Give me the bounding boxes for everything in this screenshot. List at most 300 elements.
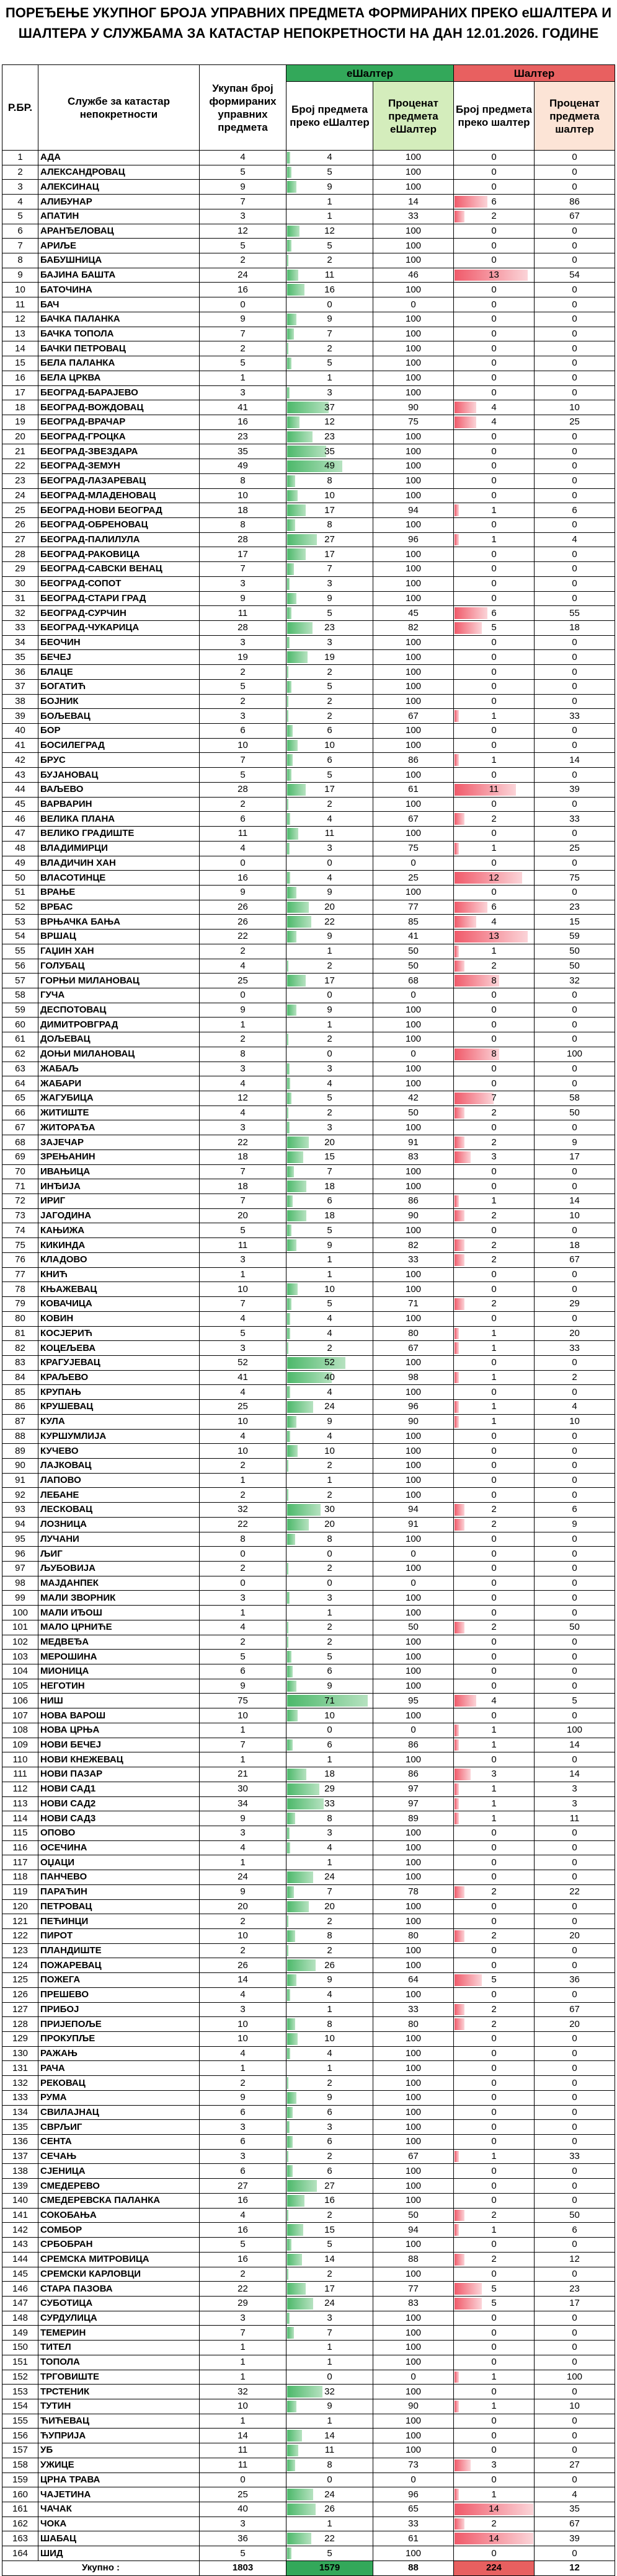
table-row <box>2 429 615 444</box>
s-percent: 0 <box>535 2238 615 2253</box>
row-number: 126 <box>2 1987 38 2002</box>
s-percent: 9 <box>535 1135 615 1150</box>
table-row <box>2 356 615 371</box>
total-count: 1 <box>200 371 286 385</box>
e-count-cell <box>286 1635 373 1650</box>
s-count-cell <box>454 503 535 518</box>
office-name: ЖИТОРАЂА <box>38 1120 200 1135</box>
s-count-value: 0 <box>491 740 497 751</box>
office-name: ЛЕСКОВАЦ <box>38 1503 200 1518</box>
s-percent: 25 <box>535 415 615 429</box>
office-name: КЊАЖЕВАЦ <box>38 1282 200 1297</box>
s-percent: 0 <box>535 2193 615 2208</box>
e-count-cell <box>286 635 373 650</box>
e-percent: 100 <box>373 2546 454 2561</box>
e-count-cell <box>286 1767 373 1782</box>
table-row <box>2 2179 615 2194</box>
s-percent: 0 <box>535 1635 615 1650</box>
e-count-cell <box>286 738 373 753</box>
office-name: ИРИГ <box>38 1194 200 1209</box>
table-row <box>2 517 615 532</box>
row-number: 17 <box>2 385 38 400</box>
s-percent: 4 <box>535 532 615 547</box>
total-count: 41 <box>200 1370 286 1385</box>
row-number: 110 <box>2 1752 38 1767</box>
s-count-cell <box>454 180 535 195</box>
office-name: ДОЊИ МИЛАНОВАЦ <box>38 1047 200 1062</box>
office-name: ПОЖЕГА <box>38 1973 200 1988</box>
e-percent: 100 <box>373 1488 454 1503</box>
table-row <box>2 812 615 827</box>
office-name: ТУТИН <box>38 2399 200 2414</box>
s-count-value: 0 <box>491 2386 497 2397</box>
table-row <box>2 459 615 474</box>
s-count-value: 1 <box>491 1327 497 1339</box>
table-row <box>2 1341 615 1356</box>
row-number: 92 <box>2 1488 38 1503</box>
s-count-value: 2 <box>491 2254 497 2265</box>
e-percent: 100 <box>373 1164 454 1179</box>
office-name: НОВА ЦРЊА <box>38 1723 200 1738</box>
e-count-cell <box>286 1282 373 1297</box>
s-percent: 58 <box>535 1091 615 1106</box>
e-percent: 100 <box>373 1708 454 1723</box>
s-percent: 35 <box>535 2502 615 2517</box>
s-percent: 100 <box>535 2370 615 2385</box>
e-count-cell <box>286 2002 373 2017</box>
s-count-cell <box>454 312 535 327</box>
row-number: 47 <box>2 827 38 842</box>
office-name: ШИД <box>38 2546 200 2561</box>
table-row <box>2 1635 615 1650</box>
e-count-value: 15 <box>324 1151 335 1163</box>
table-row <box>2 2193 615 2208</box>
office-name: БЕОЧИН <box>38 635 200 650</box>
row-number: 143 <box>2 2238 38 2253</box>
s-count-cell <box>454 2399 535 2414</box>
s-count-value: 13 <box>489 931 499 942</box>
e-count-cell <box>286 1355 373 1370</box>
table-row <box>2 1547 615 1562</box>
e-percent: 100 <box>373 2179 454 2194</box>
s-count-cell <box>454 1928 535 1943</box>
total-count: 29 <box>200 2296 286 2311</box>
office-name: БЕОГРАД-ГРОЦКА <box>38 429 200 444</box>
row-number: 140 <box>2 2193 38 2208</box>
e-percent: 100 <box>373 885 454 900</box>
e-percent: 90 <box>373 1208 454 1223</box>
s-percent: 33 <box>535 2149 615 2164</box>
e-percent: 100 <box>373 1311 454 1326</box>
e-count-cell <box>286 2252 373 2267</box>
table-row <box>2 1738 615 1752</box>
s-count-cell <box>454 1532 535 1547</box>
table-row <box>2 1194 615 1209</box>
e-count-value: 2 <box>327 1460 332 1471</box>
row-number: 72 <box>2 1194 38 1209</box>
row-number: 84 <box>2 1370 38 1385</box>
table-row <box>2 1973 615 1988</box>
s-percent: 20 <box>535 2017 615 2032</box>
office-name: БЕОГРАД-ЧУКАРИЦА <box>38 621 200 636</box>
row-number: 76 <box>2 1252 38 1267</box>
row-number: 25 <box>2 503 38 518</box>
table-row <box>2 591 615 606</box>
s-percent: 0 <box>535 1473 615 1488</box>
e-count-cell <box>286 1252 373 1267</box>
s-percent: 20 <box>535 1928 615 1943</box>
e-count-cell <box>286 1120 373 1135</box>
e-percent: 100 <box>373 2414 454 2429</box>
total-count: 4 <box>200 2046 286 2061</box>
e-count-cell <box>286 1723 373 1738</box>
s-percent: 14 <box>535 1194 615 1209</box>
e-percent: 100 <box>373 2429 454 2443</box>
office-name: БЕОГРАД-НОВИ БЕОГРАД <box>38 503 200 518</box>
s-count-cell <box>454 2120 535 2135</box>
table-row <box>2 1679 615 1694</box>
e-count-value: 14 <box>324 2430 335 2441</box>
s-percent: 17 <box>535 1150 615 1164</box>
e-count-value: 6 <box>327 725 332 736</box>
e-count-cell <box>286 444 373 459</box>
e-count-value: 5 <box>327 1224 332 1236</box>
s-percent: 0 <box>535 1458 615 1473</box>
row-number: 50 <box>2 871 38 886</box>
s-count-value: 0 <box>491 358 497 369</box>
table-row <box>2 2032 615 2047</box>
e-count-value: 10 <box>324 740 335 751</box>
table-row <box>2 1591 615 1606</box>
s-percent: 29 <box>535 1297 615 1312</box>
s-count-cell <box>454 650 535 665</box>
s-percent: 3 <box>535 1782 615 1796</box>
office-name: ПРИБОЈ <box>38 2002 200 2017</box>
e-count-value: 8 <box>327 1533 332 1544</box>
table-row <box>2 1811 615 1826</box>
office-name: БРУС <box>38 753 200 768</box>
e-count-cell <box>286 1562 373 1576</box>
s-count-value: 3 <box>491 2460 497 2471</box>
row-number: 13 <box>2 327 38 341</box>
total-count: 8 <box>200 1532 286 1547</box>
e-count-cell <box>286 841 373 856</box>
e-count-cell <box>286 2149 373 2164</box>
e-percent: 86 <box>373 1738 454 1752</box>
s-percent: 100 <box>535 1047 615 1062</box>
table-row <box>2 827 615 842</box>
total-e-count: 1579 <box>286 2561 373 2575</box>
e-count-cell <box>286 2238 373 2253</box>
office-name: АПАТИН <box>38 209 200 224</box>
table-row <box>2 444 615 459</box>
table-row <box>2 1003 615 1018</box>
s-count-cell <box>454 797 535 812</box>
e-percent: 82 <box>373 1238 454 1253</box>
row-number: 142 <box>2 2223 38 2238</box>
total-count: 2 <box>200 1635 286 1650</box>
table-row <box>2 1238 615 1253</box>
table-row <box>2 1855 615 1870</box>
e-count-value: 0 <box>327 1725 332 1736</box>
s-count-cell <box>454 1826 535 1840</box>
s-count-cell <box>454 1870 535 1885</box>
total-count: 4 <box>200 1620 286 1635</box>
table-row <box>2 2002 615 2017</box>
office-name: ЖИТИШТЕ <box>38 1106 200 1120</box>
e-count-cell <box>286 1973 373 1988</box>
office-name: МАЈДАНПЕК <box>38 1576 200 1591</box>
s-count-value: 0 <box>491 1357 497 1368</box>
table-row <box>2 1208 615 1223</box>
e-percent: 25 <box>373 871 454 886</box>
s-count-cell <box>454 1664 535 1679</box>
row-number: 119 <box>2 1884 38 1899</box>
s-count-value: 1 <box>491 534 497 545</box>
e-count-cell <box>286 532 373 547</box>
e-count-value: 2 <box>327 343 332 354</box>
total-count: 1 <box>200 2341 286 2355</box>
e-count-value: 18 <box>324 1769 335 1780</box>
e-percent: 91 <box>373 1517 454 1532</box>
office-name: ОПОВО <box>38 1826 200 1840</box>
s-count-value: 0 <box>491 2077 497 2088</box>
total-count: 3 <box>200 2120 286 2135</box>
table-row <box>2 900 615 915</box>
e-count-value: 4 <box>327 1327 332 1339</box>
total-count: 4 <box>200 1840 286 1855</box>
e-count-value: 4 <box>327 1313 332 1324</box>
s-count-value: 1 <box>491 843 497 854</box>
s-percent: 0 <box>535 1679 615 1694</box>
e-percent: 33 <box>373 209 454 224</box>
s-count-value: 4 <box>491 402 497 413</box>
s-count-cell <box>454 1723 535 1738</box>
s-count-value: 0 <box>491 240 497 251</box>
total-count: 3 <box>200 1591 286 1606</box>
total-count: 36 <box>200 2531 286 2546</box>
total-count: 25 <box>200 974 286 988</box>
s-percent: 39 <box>535 782 615 797</box>
row-number: 150 <box>2 2341 38 2355</box>
row-number: 54 <box>2 930 38 944</box>
e-percent: 0 <box>373 2370 454 2385</box>
e-percent: 91 <box>373 1135 454 1150</box>
s-count-value: 1 <box>491 1372 497 1383</box>
s-percent: 0 <box>535 371 615 385</box>
s-count-cell <box>454 2179 535 2194</box>
row-number: 111 <box>2 1767 38 1782</box>
s-percent: 0 <box>535 1855 615 1870</box>
table-row <box>2 1782 615 1796</box>
table-row <box>2 621 615 636</box>
total-count: 28 <box>200 782 286 797</box>
e-count-value: 4 <box>327 872 332 883</box>
table-row <box>2 1928 615 1943</box>
row-number: 45 <box>2 797 38 812</box>
header-s-count: Број предмета преко шалтер <box>454 82 535 151</box>
row-number: 156 <box>2 2429 38 2443</box>
s-percent: 50 <box>535 2208 615 2223</box>
s-percent: 15 <box>535 915 615 930</box>
s-count-value: 0 <box>491 446 497 457</box>
s-count-cell <box>454 1091 535 1106</box>
row-number: 74 <box>2 1223 38 1238</box>
e-percent: 50 <box>373 1620 454 1635</box>
e-count-value: 5 <box>327 1092 332 1104</box>
s-count-cell <box>454 1958 535 1973</box>
row-number: 68 <box>2 1135 38 1150</box>
e-count-value: 27 <box>324 2180 335 2191</box>
total-count: 6 <box>200 724 286 739</box>
office-name: БОЈНИК <box>38 694 200 709</box>
office-name: ЛУЧАНИ <box>38 1532 200 1547</box>
office-name: АЛЕКСИНАЦ <box>38 180 200 195</box>
e-count-cell <box>286 885 373 900</box>
office-name: КУРШУМЛИЈА <box>38 1429 200 1444</box>
e-percent: 94 <box>373 1503 454 1518</box>
total-count: 5 <box>200 239 286 253</box>
e-count-cell <box>286 1738 373 1752</box>
e-count-value: 9 <box>327 1974 332 1985</box>
total-count: 3 <box>200 2311 286 2326</box>
s-percent: 0 <box>535 1591 615 1606</box>
table-row <box>2 1267 615 1282</box>
table-row <box>2 1252 615 1267</box>
table-row <box>2 1429 615 1444</box>
row-number: 89 <box>2 1444 38 1459</box>
table-row <box>2 1311 615 1326</box>
e-count-cell <box>286 1223 373 1238</box>
e-count-value: 33 <box>324 1798 335 1809</box>
e-count-value: 8 <box>327 1930 332 1941</box>
e-count-cell <box>286 1385 373 1400</box>
table-row <box>2 1606 615 1620</box>
s-count-value: 0 <box>491 167 497 178</box>
s-count-value: 4 <box>491 416 497 428</box>
total-count: 6 <box>200 2105 286 2120</box>
s-count-cell <box>454 1987 535 2002</box>
s-percent: 0 <box>535 2164 615 2179</box>
total-count: 11 <box>200 2443 286 2458</box>
total-count: 4 <box>200 959 286 974</box>
row-number: 58 <box>2 988 38 1003</box>
table-row <box>2 679 615 694</box>
row-number: 75 <box>2 1238 38 1253</box>
row-number: 157 <box>2 2443 38 2458</box>
row-number: 114 <box>2 1811 38 1826</box>
row-number: 91 <box>2 1473 38 1488</box>
s-percent: 0 <box>535 1223 615 1238</box>
total-count: 0 <box>200 1547 286 1562</box>
row-number: 122 <box>2 1928 38 1943</box>
s-percent: 27 <box>535 2458 615 2473</box>
s-percent: 6 <box>535 503 615 518</box>
s-count-value: 11 <box>489 784 499 795</box>
row-number: 134 <box>2 2105 38 2120</box>
office-name: ИНЂИЈА <box>38 1179 200 1194</box>
e-count-value: 1 <box>327 1254 332 1265</box>
table-row <box>2 885 615 900</box>
office-name: БЕОГРАД-ОБРЕНОВАЦ <box>38 517 200 532</box>
table-row <box>2 694 615 709</box>
e-percent: 100 <box>373 1018 454 1032</box>
total-count: 2 <box>200 1562 286 1576</box>
s-percent: 36 <box>535 1973 615 1988</box>
e-count-cell <box>286 1238 373 1253</box>
e-percent: 100 <box>373 1650 454 1664</box>
total-count: 1 <box>200 2355 286 2370</box>
s-count-value: 0 <box>491 1563 497 1574</box>
s-percent: 0 <box>535 650 615 665</box>
e-count-value: 20 <box>324 902 335 913</box>
e-percent: 100 <box>373 679 454 694</box>
s-percent: 0 <box>535 312 615 327</box>
e-count-cell <box>286 2135 373 2150</box>
e-count-value: 16 <box>324 2195 335 2206</box>
s-count-value: 14 <box>489 2503 499 2515</box>
s-count-cell <box>454 1708 535 1723</box>
total-count: 2 <box>200 2076 286 2091</box>
e-count-cell <box>286 1414 373 1429</box>
office-name: КРАЉЕВО <box>38 1370 200 1385</box>
e-count-value: 6 <box>327 754 332 765</box>
row-number: 109 <box>2 1738 38 1752</box>
s-count-cell <box>454 856 535 871</box>
e-count-cell <box>286 459 373 474</box>
s-count-value: 0 <box>491 314 497 325</box>
s-count-value: 0 <box>491 563 497 574</box>
e-count-value: 9 <box>327 887 332 898</box>
office-name: БАЧКИ ПЕТРОВАЦ <box>38 341 200 356</box>
office-name: ЛОЗНИЦА <box>38 1517 200 1532</box>
s-count-value: 5 <box>491 2283 497 2294</box>
s-percent: 33 <box>535 709 615 724</box>
e-count-value: 10 <box>324 1710 335 1721</box>
e-percent: 0 <box>373 988 454 1003</box>
e-percent: 97 <box>373 1796 454 1811</box>
e-count-value: 1 <box>327 2357 332 2368</box>
table-row <box>2 738 615 753</box>
row-number: 63 <box>2 1062 38 1076</box>
s-count-value: 0 <box>491 343 497 354</box>
s-count-cell <box>454 532 535 547</box>
row-number: 162 <box>2 2517 38 2531</box>
e-percent: 100 <box>373 1120 454 1135</box>
s-count-cell <box>454 1252 535 1267</box>
row-number: 133 <box>2 2090 38 2105</box>
s-count-value: 0 <box>491 1636 497 1647</box>
table-row <box>2 944 615 959</box>
table-row <box>2 1385 615 1400</box>
e-percent: 61 <box>373 2531 454 2546</box>
office-name: ЧОКА <box>38 2517 200 2531</box>
e-percent: 100 <box>373 738 454 753</box>
e-count-value: 5 <box>327 607 332 618</box>
office-name: НИШ <box>38 1694 200 1708</box>
s-count-value: 0 <box>491 1548 497 1559</box>
s-percent: 54 <box>535 268 615 283</box>
e-count-cell <box>286 768 373 783</box>
total-count: 7 <box>200 1164 286 1179</box>
e-percent: 100 <box>373 239 454 253</box>
table-row <box>2 473 615 488</box>
s-count-value: 0 <box>491 181 497 192</box>
total-count: 2 <box>200 1458 286 1473</box>
s-percent: 0 <box>535 1444 615 1459</box>
s-percent: 0 <box>535 239 615 253</box>
e-count-cell <box>286 1429 373 1444</box>
